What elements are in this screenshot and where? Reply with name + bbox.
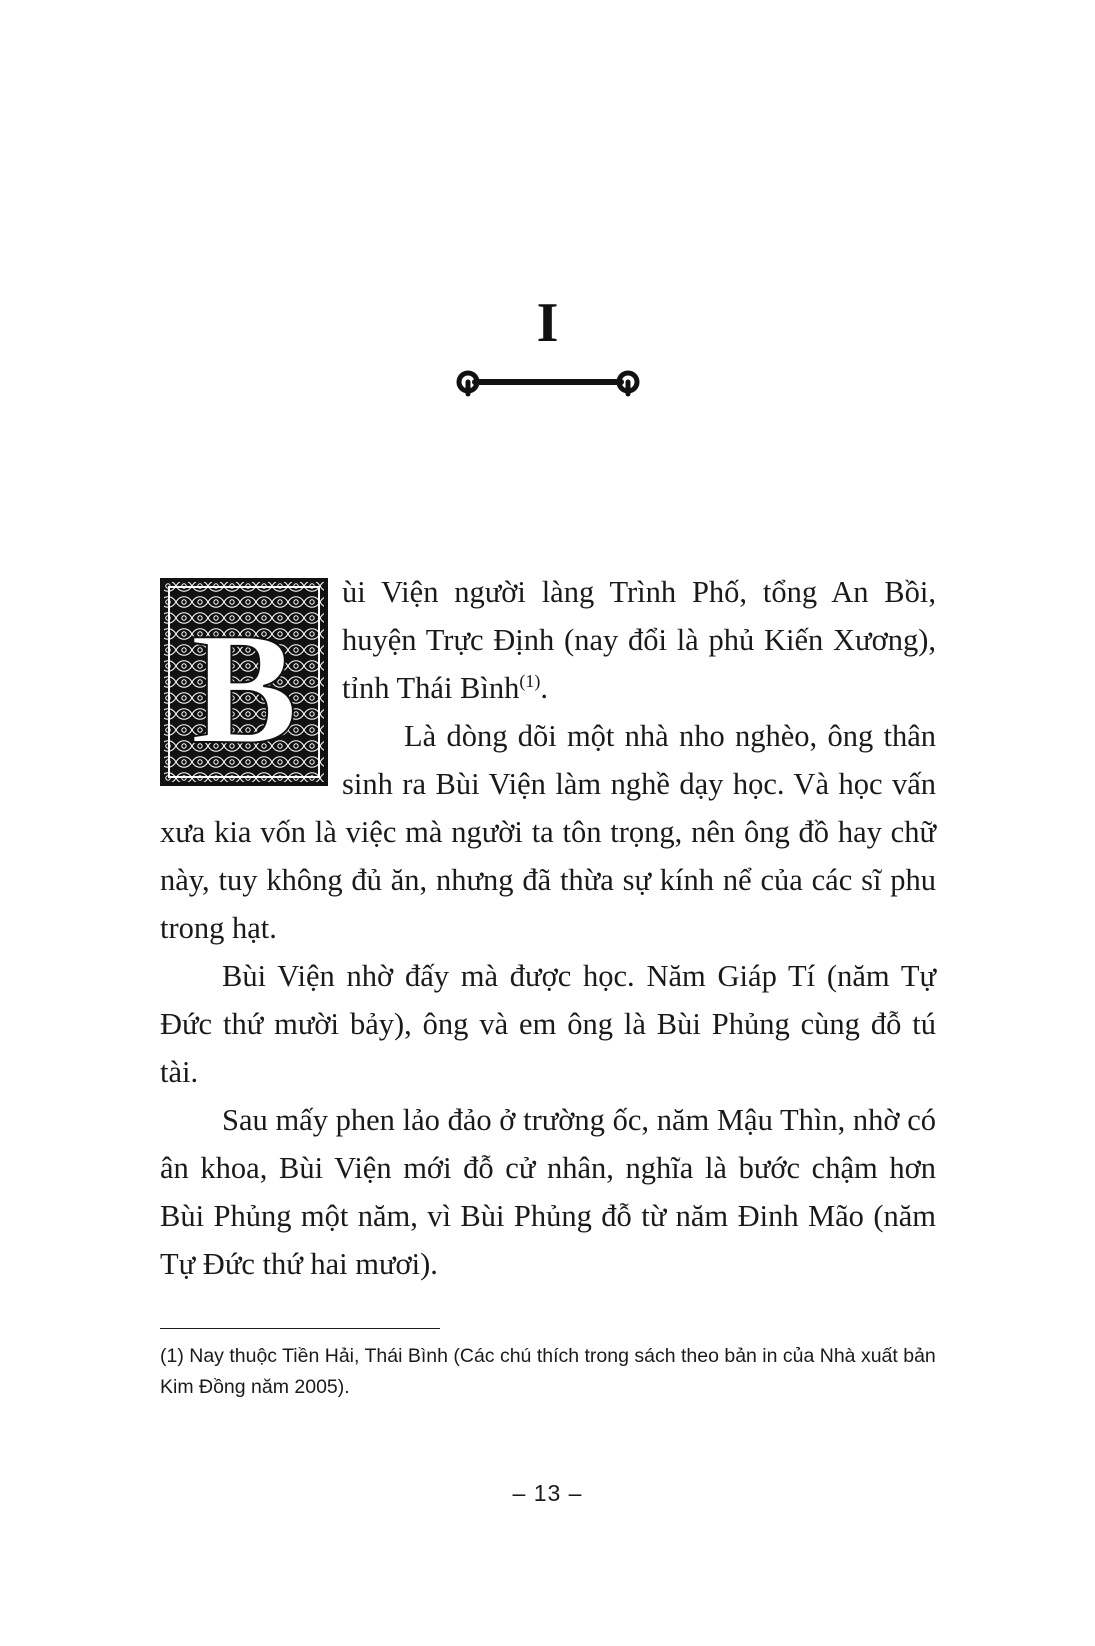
decorative-dropcap-icon <box>160 578 328 786</box>
footnote-block <box>160 1328 936 1403</box>
footnote-text: (1) Nay thuộc Tiền Hải, Thái Bình (Các chú thích trong sách theo bản in của Nhà xuất bản Kim Đồng năm 2005). <box>160 1345 936 1398</box>
paragraph-2: Là dòng dõi một nhà nho nghèo, ông thân sinh ra Bùi Viện làm nghề dạy học. Và học vấn xưa kia vốn là việc mà người ta tôn trọng, nên ông đồ hay chữ này, tuy không đủ ăn, nhưng đã thừa sự kính nể của các sĩ phu trong hạt. <box>160 719 936 945</box>
svg-text:B: B <box>190 599 298 777</box>
page-number: – 13 – <box>512 1480 583 1506</box>
page-body <box>160 568 936 1288</box>
chapter-ornament-block <box>0 292 1095 399</box>
paragraph-1-text: ùi Viện người làng Trình Phố, tổng An Bồi, huyện Trực Định (nay đổi là phủ Kiến Xương), tỉnh Thái Bình <box>342 575 936 705</box>
footnote-reference-1[interactable]: (1) <box>519 670 541 691</box>
paragraph-1-tail: . <box>540 671 548 705</box>
paragraph-3: Bùi Viện nhờ đấy mà được học. Năm Giáp Tí (năm Tự Đức thứ mười bảy), ông và em ông là Bùi Phủng cùng đỗ tú tài. <box>160 959 936 1089</box>
chapter-divider-ornament <box>455 365 641 399</box>
footnote-separator-rule <box>160 1328 440 1329</box>
chapter-number: I <box>536 292 559 354</box>
paragraph-4: Sau mấy phen lảo đảo ở trường ốc, năm Mậu Thìn, nhờ có ân khoa, Bùi Viện mới đỗ cử nhân, nghĩa là bước chậm hơn Bùi Phủng một năm, vì Bùi Phủng đỗ từ năm Đinh Mão (năm Tự Đức thứ hai mươi). <box>160 1103 936 1281</box>
